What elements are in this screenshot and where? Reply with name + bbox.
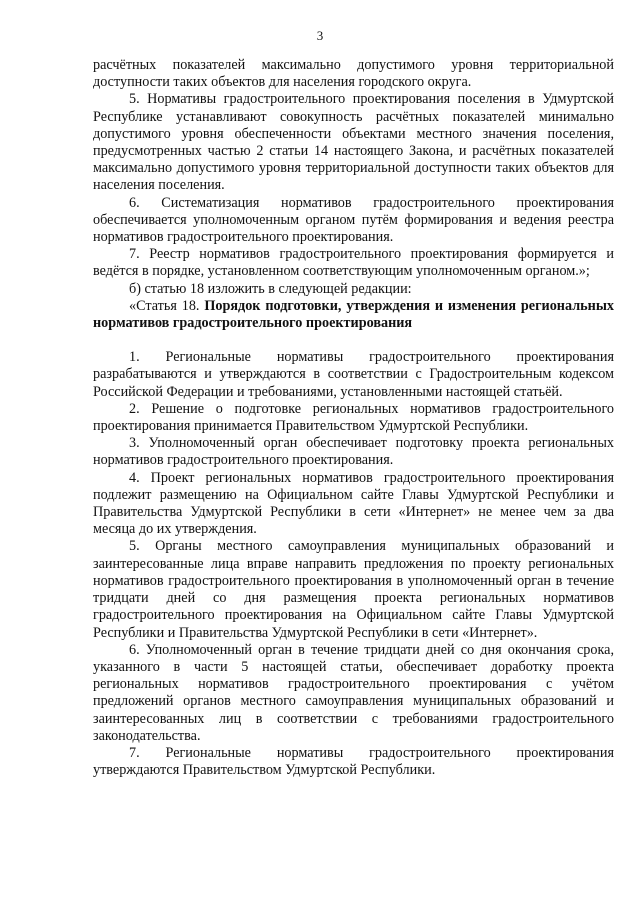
- article-heading-prefix: «Статья 18.: [129, 297, 200, 314]
- paragraph-continuation: расчётных показателей максимально допустимого уровня территориальной доступности таких объектов для населения городского округа.: [93, 57, 614, 91]
- article-heading: [93, 298, 614, 332]
- article-item-7: 7. Региональные нормативы градостроительного проектирования утверждаются Правительством Удмуртской Республики.: [93, 744, 614, 779]
- paragraph-item-6: 6. Систематизация нормативов градостроительного проектирования обеспечивается уполномоченным органом путём формирования и ведения реестра нормативов градостроительного проектирования.: [93, 194, 614, 246]
- article-item-6: 6. Уполномоченный орган в течение тридцати дней со дня окончания срока, указанного в части 5 настоящей статьи, обеспечивает доработку проекта региональных нормативов градостроительного проектирования с учётом предложений органов местного самоуправления муниципальных образований и заинтересованных лиц в соответствии с требованиями градостроительного законодательства.: [93, 641, 614, 744]
- document-body: [93, 57, 614, 779]
- article-item-4: 4. Проект региональных нормативов градостроительного проектирования подлежит размещению на Официальном сайте Главы Удмуртской Республики и Правительства Удмуртской Республики в сети «Интернет» не менее чем за два месяца до их утверждения.: [93, 469, 614, 538]
- spacer: [93, 332, 614, 349]
- paragraph-amendment: б) статью 18 изложить в следующей редакции:: [129, 280, 412, 297]
- page-number: 3: [316, 28, 324, 43]
- paragraph-item-7: 7. Реестр нормативов градостроительного проектирования формируется и ведётся в порядке, установленном соответствующим уполномоченным органом.»;: [93, 246, 614, 280]
- article-item-1: 1. Региональные нормативы градостроительного проектирования разрабатываются и утверждаются в соответствии с Градостроительным кодексом Российской Федерации и требованиями, установленными настоящей статьёй.: [93, 349, 614, 400]
- article-heading-title: Порядок подготовки, утверждения и изменения региональных нормативов градостроительного проектирования: [93, 297, 615, 332]
- article-item-3: 3. Уполномоченный орган обеспечивает подготовку проекта региональных нормативов градостроительного проектирования.: [93, 435, 614, 469]
- article-item-2: 2. Решение о подготовке региональных нормативов градостроительного проектирования принимается Правительством Удмуртской Республики.: [93, 400, 614, 435]
- paragraph-item-5: 5. Нормативы градостроительного проектирования поселения в Удмуртской Республике устанавливают совокупность расчётных показателей минимально допустимого уровня обеспеченности объектами местного значения поселения, предусмотренных частью 2 статьи 14 настоящего Закона, и расчётных показателей максимально допустимого уровня территориальной доступности таких объектов для населения поселения.: [93, 91, 614, 194]
- article-item-5: 5. Органы местного самоуправления муниципальных образований и заинтересованные лица вправе направить предложения по проекту региональных нормативов градостроительного проектирования в уполномоченный орган в течение тридцати дней со дня размещения проекта региональных нормативов градостроительного проектирования на Официальном сайте Главы Удмуртской Республики и Правительства Удмуртской Республики в сети «Интернет».: [93, 538, 614, 641]
